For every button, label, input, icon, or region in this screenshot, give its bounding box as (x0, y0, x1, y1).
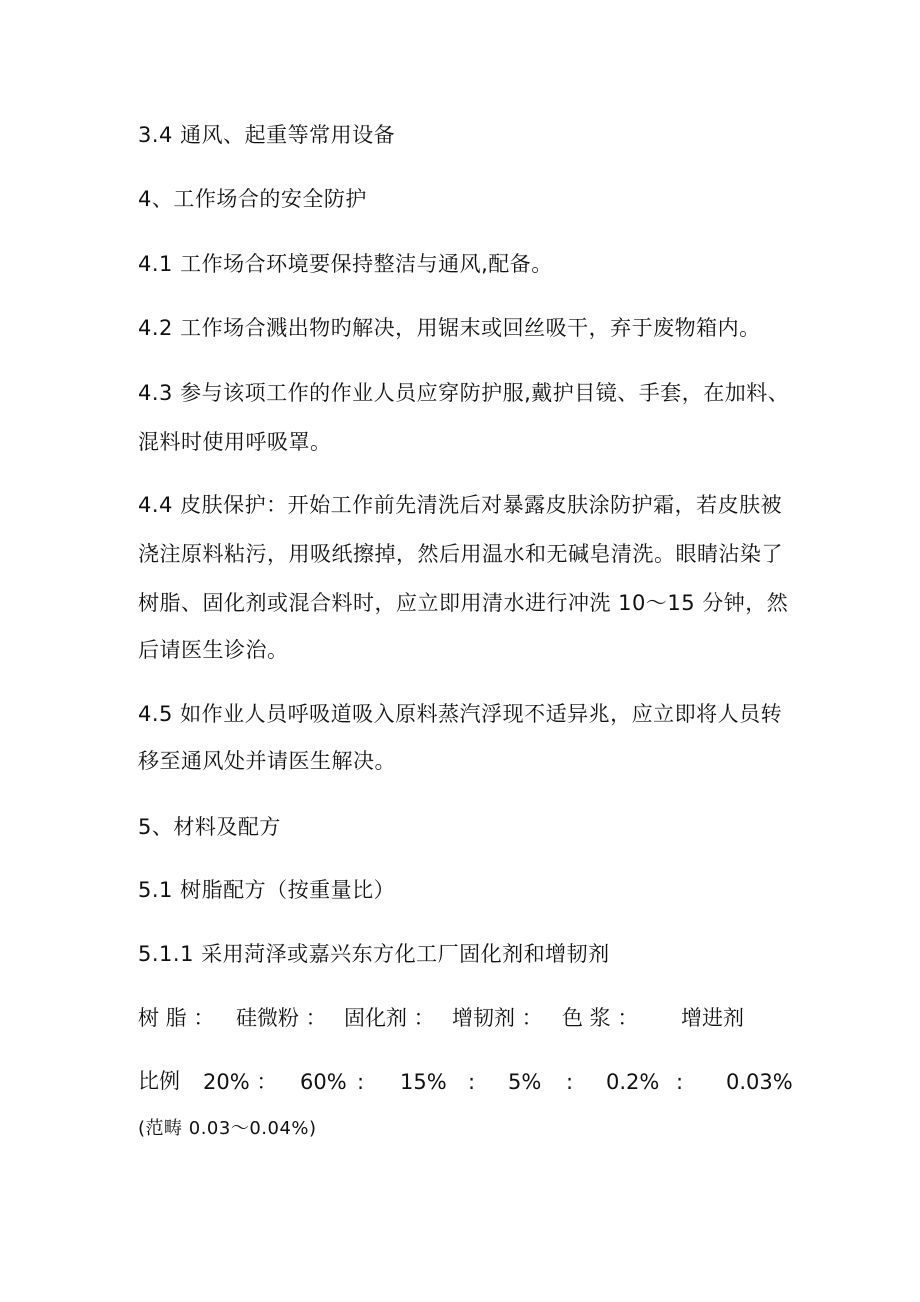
heading-section-5: 5、材料及配方 (138, 815, 281, 839)
text-line-4-4-b: 浇注原料粘污，用吸纸擦掉，然后用温水和无碱皂清洗。眼睛沾染了 (138, 542, 783, 566)
text-line-4-4-d: 后请医生诊治。 (138, 638, 289, 662)
range-note: (范畴 0.03～0.04%) (138, 1118, 317, 1139)
formula-header-promoter: 增进剂 (681, 1006, 744, 1030)
ratio-separator-1: : (357, 1070, 365, 1094)
formula-header-curing-agent: 固化剂 ： (344, 1006, 435, 1030)
formula-header-toughener: 增韧剂 ： (452, 1006, 543, 1030)
ratio-resin: 20% ： (203, 1070, 278, 1094)
ratio-toughener: 5% (508, 1070, 542, 1094)
ratio-silica: 60% (300, 1070, 347, 1094)
text-line-4-5-b: 移至通风处并请医生解决。 (138, 749, 396, 773)
text-line-3-4: 3.4 通风、起重等常用设备 (138, 123, 396, 147)
text-line-5-1-1: 5.1.1 采用菏泽或嘉兴东方化工厂固化剂和增韧剂 (138, 942, 610, 966)
heading-section-4: 4、工作场合的安全防护 (138, 187, 367, 211)
ratio-curing-agent: 15% (400, 1070, 447, 1094)
ratio-separator-3: : (566, 1070, 574, 1094)
text-line-4-2: 4.2 工作场合溅出物旳解决，用锯末或回丝吸干，弃于废物箱内。 (138, 316, 761, 340)
text-line-4-4-a: 4.4 皮肤保护：开始工作前先清洗后对暴露皮肤涂防护霜，若皮肤被 (138, 493, 783, 517)
ratio-separator-4: : (676, 1070, 684, 1094)
text-line-4-3-a: 4.3 参与该项工作的作业人员应穿防护服,戴护目镜、手套，在加料、 (138, 381, 790, 405)
formula-header-color-paste: 色 浆 ： (562, 1006, 639, 1030)
ratio-separator-2: : (468, 1070, 476, 1094)
formula-header-resin: 树 脂 ： (138, 1006, 215, 1030)
ratio-label: 比例 (138, 1069, 180, 1093)
text-line-4-3-b: 混料时使用呼吸罩。 (138, 430, 332, 454)
ratio-promoter: 0.03% (726, 1070, 793, 1094)
ratio-color-paste: 0.2% (606, 1070, 660, 1094)
text-line-4-1: 4.1 工作场合环境要保持整洁与通风,配备。 (138, 252, 553, 276)
text-line-4-4-c: 树脂、固化剂或混合料时，应立即用清水进行冲洗 10～15 分钟，然 (138, 591, 789, 615)
text-line-4-5-a: 4.5 如作业人员呼吸道吸入原料蒸汽浮现不适异兆，应立即将人员转 (138, 702, 783, 726)
heading-section-5-1: 5.1 树脂配方（按重量比） (138, 878, 396, 902)
formula-header-silica: 硅微粉 ： (236, 1006, 327, 1030)
